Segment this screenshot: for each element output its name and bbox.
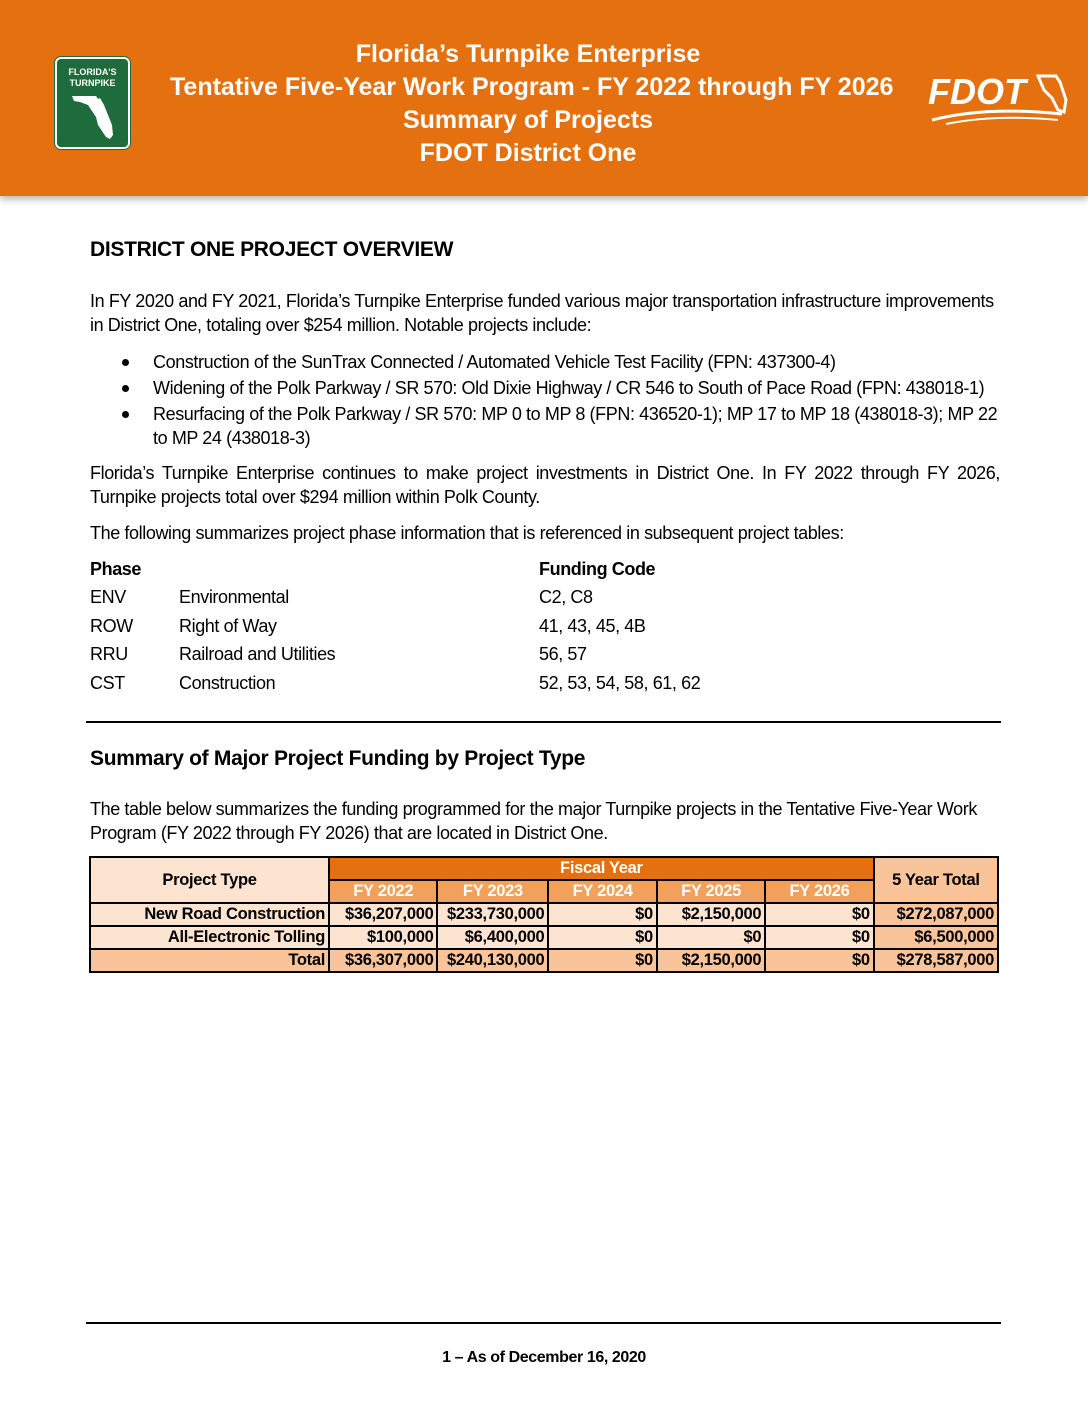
- value-cell: $100,000: [329, 926, 437, 949]
- phase-abbr: RRU: [90, 644, 128, 665]
- value-cell: $0: [548, 926, 656, 949]
- header-title-line: FDOT District One: [419, 139, 637, 167]
- value-cell: $6,400,000: [437, 926, 548, 949]
- section-divider: [86, 721, 1001, 723]
- phase-name: Railroad and Utilities: [179, 644, 336, 665]
- list-item: Resurfacing of the Polk Parkway / SR 570: MP 0 to MP 8 (FPN: 436520-1); MP 17 to MP 18 (438018-3); MP 22 to MP 24 (438018-3): [90, 402, 1000, 450]
- phase-intro-paragraph: The following summarizes project phase information that is referenced in subsequent project tables:: [90, 523, 844, 543]
- phase-codes: 56, 57: [539, 644, 587, 665]
- notable-projects-list: [90, 350, 1000, 452]
- phase-table: [90, 555, 700, 698]
- year-header: FY 2026: [765, 880, 873, 903]
- overview-intro: In FY 2020 and FY 2021, Florida’s Turnpike Enterprise funded various major transportation infrastructure improvements in District One, totaling over $254 million. Notable projects include:: [90, 291, 994, 335]
- phase-codes: 52, 53, 54, 58, 61, 62: [539, 672, 701, 693]
- summary-intro: The table below summarizes the funding programmed for the major Turnpike projects in the Tentative Five-Year Work Program (FY 2022 through FY 2026) that are located in District One.: [90, 799, 977, 843]
- phase-name: Construction: [179, 672, 276, 693]
- phase-name: Right of Way: [179, 615, 277, 636]
- list-item: Construction of the SunTrax Connected / Automated Vehicle Test Facility (FPN: 437300-4): [90, 350, 1000, 374]
- phase-name: Environmental: [179, 587, 289, 608]
- fdot-logo: [926, 70, 1070, 126]
- project-type-cell: All-Electronic Tolling: [90, 926, 329, 949]
- phase-header: Phase: [90, 558, 142, 579]
- row-total-cell: $272,087,000: [874, 903, 998, 926]
- header-title-line: Florida’s Turnpike Enterprise: [355, 40, 701, 68]
- grand-total-cell: $278,587,000: [874, 949, 998, 972]
- table-row: [90, 584, 700, 613]
- project-type-cell: New Road Construction: [90, 903, 329, 926]
- value-cell: $0: [548, 903, 656, 926]
- florida-map-icon: [70, 93, 116, 141]
- five-year-total-header: 5 Year Total: [874, 857, 998, 903]
- phase-abbr: CST: [90, 672, 125, 693]
- list-item: Widening of the Polk Parkway / SR 570: Old Dixie Highway / CR 546 to South of Pace Road (FPN: 438018-1): [90, 376, 1000, 400]
- funding-table-header: [90, 857, 998, 880]
- value-cell: $2,150,000: [657, 903, 765, 926]
- phase-codes: 41, 43, 45, 4B: [539, 615, 646, 636]
- total-value-cell: $0: [765, 949, 873, 972]
- total-row: [90, 949, 998, 972]
- page-footer: 1 – As of December 16, 2020: [442, 1349, 646, 1366]
- header-title-line: Tentative Five-Year Work Program - FY 2022 through FY 2026: [170, 73, 894, 101]
- page-header: [0, 0, 1088, 196]
- fiscal-year-header: Fiscal Year: [329, 857, 874, 880]
- phase-abbr: ROW: [90, 615, 133, 636]
- year-header: FY 2023: [437, 880, 548, 903]
- header-title: [170, 38, 894, 170]
- table-row: [90, 612, 700, 641]
- total-label-cell: Total: [90, 949, 329, 972]
- summary-heading: Summary of Major Project Funding by Project Type: [90, 747, 586, 770]
- phase-codes: C2, C8: [539, 587, 593, 608]
- year-header: FY 2025: [657, 880, 765, 903]
- value-cell: $233,730,000: [437, 903, 548, 926]
- investments-paragraph: Florida’s Turnpike Enterprise continues to make project investments in District One. In FY 2022 through FY 2026, Turnpike projects total over $294 million within Polk County.: [90, 463, 1000, 507]
- total-value-cell: $36,307,000: [329, 949, 437, 972]
- table-row: [90, 641, 700, 670]
- row-total-cell: $6,500,000: [874, 926, 998, 949]
- phase-abbr: ENV: [90, 587, 126, 608]
- value-cell: $36,207,000: [329, 903, 437, 926]
- funding-table: [89, 856, 999, 973]
- table-row: [90, 669, 700, 698]
- total-value-cell: $0: [548, 949, 656, 972]
- year-header: FY 2024: [548, 880, 656, 903]
- header-title-line: Summary of Projects: [402, 106, 654, 134]
- year-header: FY 2022: [329, 880, 437, 903]
- phase-table-header: [90, 555, 700, 584]
- funding-code-header: Funding Code: [539, 558, 656, 579]
- project-type-header: Project Type: [90, 857, 329, 903]
- total-value-cell: $240,130,000: [437, 949, 548, 972]
- fdot-logo-text: FDOT: [928, 71, 1026, 112]
- table-row: [90, 903, 998, 926]
- value-cell: $0: [765, 903, 873, 926]
- total-value-cell: $2,150,000: [657, 949, 765, 972]
- turnpike-logo-text: FLORIDA'S TURNPIKE: [68, 67, 117, 88]
- value-cell: $0: [765, 926, 873, 949]
- overview-heading: DISTRICT ONE PROJECT OVERVIEW: [90, 238, 454, 261]
- footer-divider: [86, 1322, 1001, 1324]
- value-cell: $0: [657, 926, 765, 949]
- table-row: [90, 926, 998, 949]
- florida-turnpike-logo: [55, 57, 130, 149]
